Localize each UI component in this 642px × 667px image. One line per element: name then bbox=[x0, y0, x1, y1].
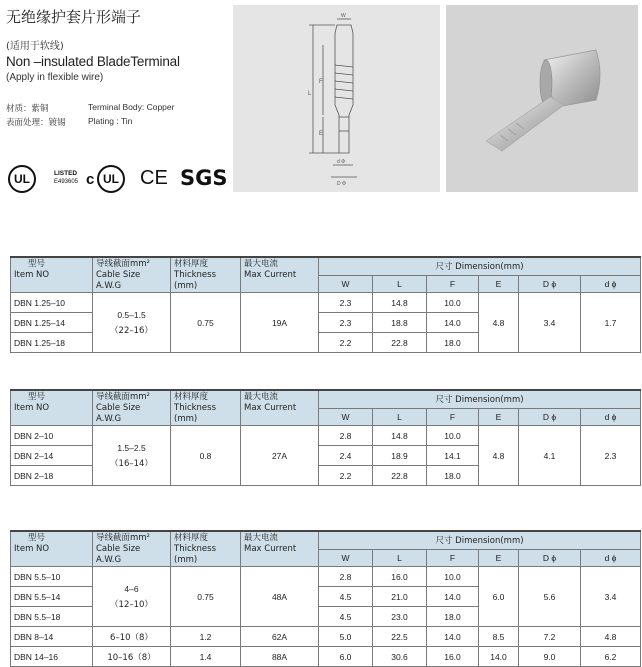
cul-logo: c UL bbox=[86, 164, 126, 194]
ce-logo: CE bbox=[140, 167, 168, 189]
col-current-header: 最大电流 Max Current bbox=[241, 531, 319, 567]
table-row: DBN 2–14 2.4 18.9 14.1 bbox=[11, 446, 641, 466]
col-w-header: W bbox=[319, 408, 373, 425]
sgs-logo: SGS bbox=[180, 166, 228, 190]
listed-label: LISTED bbox=[54, 170, 78, 177]
col-D-header: D ϕ bbox=[519, 275, 581, 292]
col-thickness-header: 材料厚度 Thickness (mm) bbox=[171, 531, 241, 567]
dim-e-label: E bbox=[319, 131, 324, 137]
table-row: DBN 8–14 6–10（8） 1.2 62A 5.0 22.5 14.0 8.5 7.2 4.8 bbox=[11, 627, 641, 647]
col-e-header: E bbox=[479, 275, 519, 292]
title-en: Non –insulated BladeTerminal bbox=[6, 54, 180, 69]
subtitle-cn: (适用于软线) bbox=[6, 41, 64, 52]
subtitle-en: (Apply in flexible wire) bbox=[6, 72, 104, 83]
table-row: DBN 2–18 2.2 22.8 18.0 bbox=[11, 466, 641, 486]
listed-number: E493605 bbox=[54, 179, 79, 185]
col-l-header: L bbox=[373, 275, 427, 292]
col-cable-header: 导线截面mm² Cable Size A.W.G bbox=[93, 531, 171, 567]
col-dimension-header: 尺寸 Dimension(mm) bbox=[319, 257, 641, 275]
col-w-header: W bbox=[319, 549, 373, 566]
col-e-header: E bbox=[479, 408, 519, 425]
col-f-header: F bbox=[427, 549, 479, 566]
table-row: DBN 5.5–14 4.5 21.0 14.0 bbox=[11, 587, 641, 607]
col-l-header: L bbox=[373, 408, 427, 425]
col-dimension-header: 尺寸 Dimension(mm) bbox=[319, 531, 641, 549]
dim-l-label: L bbox=[308, 91, 312, 97]
col-cable-header: 导线截面mm² Cable Size A.W.G bbox=[93, 257, 171, 293]
dim-d-big-label: D Φ bbox=[337, 181, 346, 187]
col-thickness-header: 材料厚度 Thickness (mm) bbox=[171, 257, 241, 293]
table-row: DBN 1.25–18 2.2 22.8 18.0 bbox=[11, 333, 641, 353]
spec-table-3 bbox=[10, 530, 641, 667]
col-f-header: F bbox=[427, 275, 479, 292]
surface-label: 表面处理：镀锡 bbox=[6, 118, 66, 128]
col-current-header: 最大电流 Max Current bbox=[241, 257, 319, 293]
col-d-header: d ϕ bbox=[581, 408, 641, 425]
col-current-header: 最大电流 Max Current bbox=[241, 390, 319, 426]
col-model-header: 型号 Item NO bbox=[11, 257, 93, 293]
table-row: DBN 1.25–14 2.3 18.8 14.0 bbox=[11, 313, 641, 333]
col-d-header: d ϕ bbox=[581, 549, 641, 566]
dim-w-label: W bbox=[341, 13, 346, 19]
col-f-header: F bbox=[427, 408, 479, 425]
col-model-header: 型号 Item NO bbox=[11, 390, 93, 426]
col-model-header: 型号 Item NO bbox=[11, 531, 93, 567]
table-row: DBN 5.5–10 4–6 （12–10） 0.75 48A 2.8 16.0 10.0 6.0 5.6 3.4 bbox=[11, 567, 641, 587]
ul-logo: UL bbox=[6, 164, 38, 194]
technical-drawing bbox=[233, 5, 440, 192]
table-row: DBN 14–16 10–16（8） 1.4 88A 6.0 30.6 16.0 14.0 9.0 6.2 bbox=[11, 647, 641, 667]
spec-table-2 bbox=[10, 389, 641, 486]
col-thickness-header: 材料厚度 Thickness (mm) bbox=[171, 390, 241, 426]
col-e-header: E bbox=[479, 549, 519, 566]
col-D-header: D ϕ bbox=[519, 408, 581, 425]
dim-f-label: F bbox=[319, 79, 323, 85]
title-cn: 无绝缘护套片形端子 bbox=[6, 8, 142, 26]
col-d-header: d ϕ bbox=[581, 275, 641, 292]
dim-d-small-label: d Φ bbox=[337, 159, 346, 165]
material-en: Terminal Body: Copper bbox=[88, 102, 175, 112]
table-row: DBN 5.5–18 4.5 23.0 18.0 bbox=[11, 607, 641, 627]
surface-en: Plating : Tin bbox=[88, 116, 133, 126]
col-cable-header: 导线截面mm² Cable Size A.W.G bbox=[93, 390, 171, 426]
material-label: 材质：紫铜 bbox=[6, 104, 49, 114]
col-w-header: W bbox=[319, 275, 373, 292]
product-photo bbox=[446, 5, 638, 192]
col-D-header: D ϕ bbox=[519, 549, 581, 566]
table-row: DBN 2–10 1.5–2.5 （16–14） 0.8 27A 2.8 14.8 10.0 4.8 4.1 2.3 bbox=[11, 426, 641, 446]
col-dimension-header: 尺寸 Dimension(mm) bbox=[319, 390, 641, 408]
col-l-header: L bbox=[373, 549, 427, 566]
spec-table-1 bbox=[10, 256, 641, 353]
table-row: DBN 1.25–10 0.5–1.5 （22–16） 0.75 19A 2.3 14.8 10.0 4.8 3.4 1.7 bbox=[11, 293, 641, 313]
